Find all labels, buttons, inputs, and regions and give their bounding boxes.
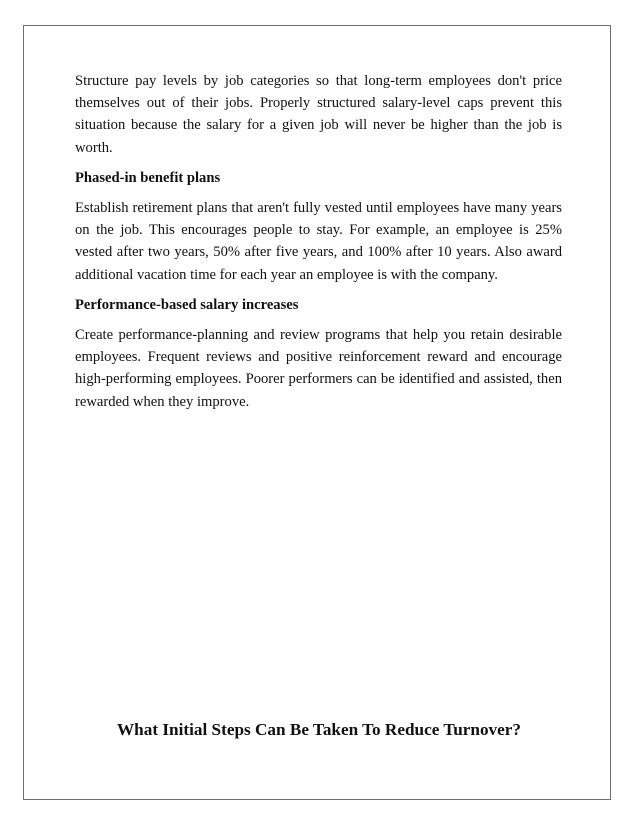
section-heading-phased-in-benefit-plans: Phased-in benefit plans [75,169,221,186]
document-body [75,70,562,421]
section-heading-performance-based-salary-increases: Performance-based salary increases [75,296,299,313]
section-body-phased-in-benefit-plans: Establish retirement plans that aren't fully vested until employees have many years on the job. This encourages people to stay. For example, an employee is 25% vested after two years, 50% after five years, and 100% after 10 years. Also award additional vacation time for each year an employee is with the company. [75,200,562,283]
section-body-performance-based-salary-increases: Create performance-planning and review programs that help you retain desirable employees. Frequent reviews and positive reinforcement reward and encourage high-performing employees. Poorer performers can be identified and assisted, then rewarded when they improve. [75,327,562,410]
intro-paragraph: Structure pay levels by job categories so that long-term employees don't price themselves out of their jobs. Properly structured salary-level caps prevent this situation because the salary for a given job will never be higher than the job is worth. [75,73,562,156]
footer-heading: What Initial Steps Can Be Taken To Reduce Turnover? [116,720,521,739]
